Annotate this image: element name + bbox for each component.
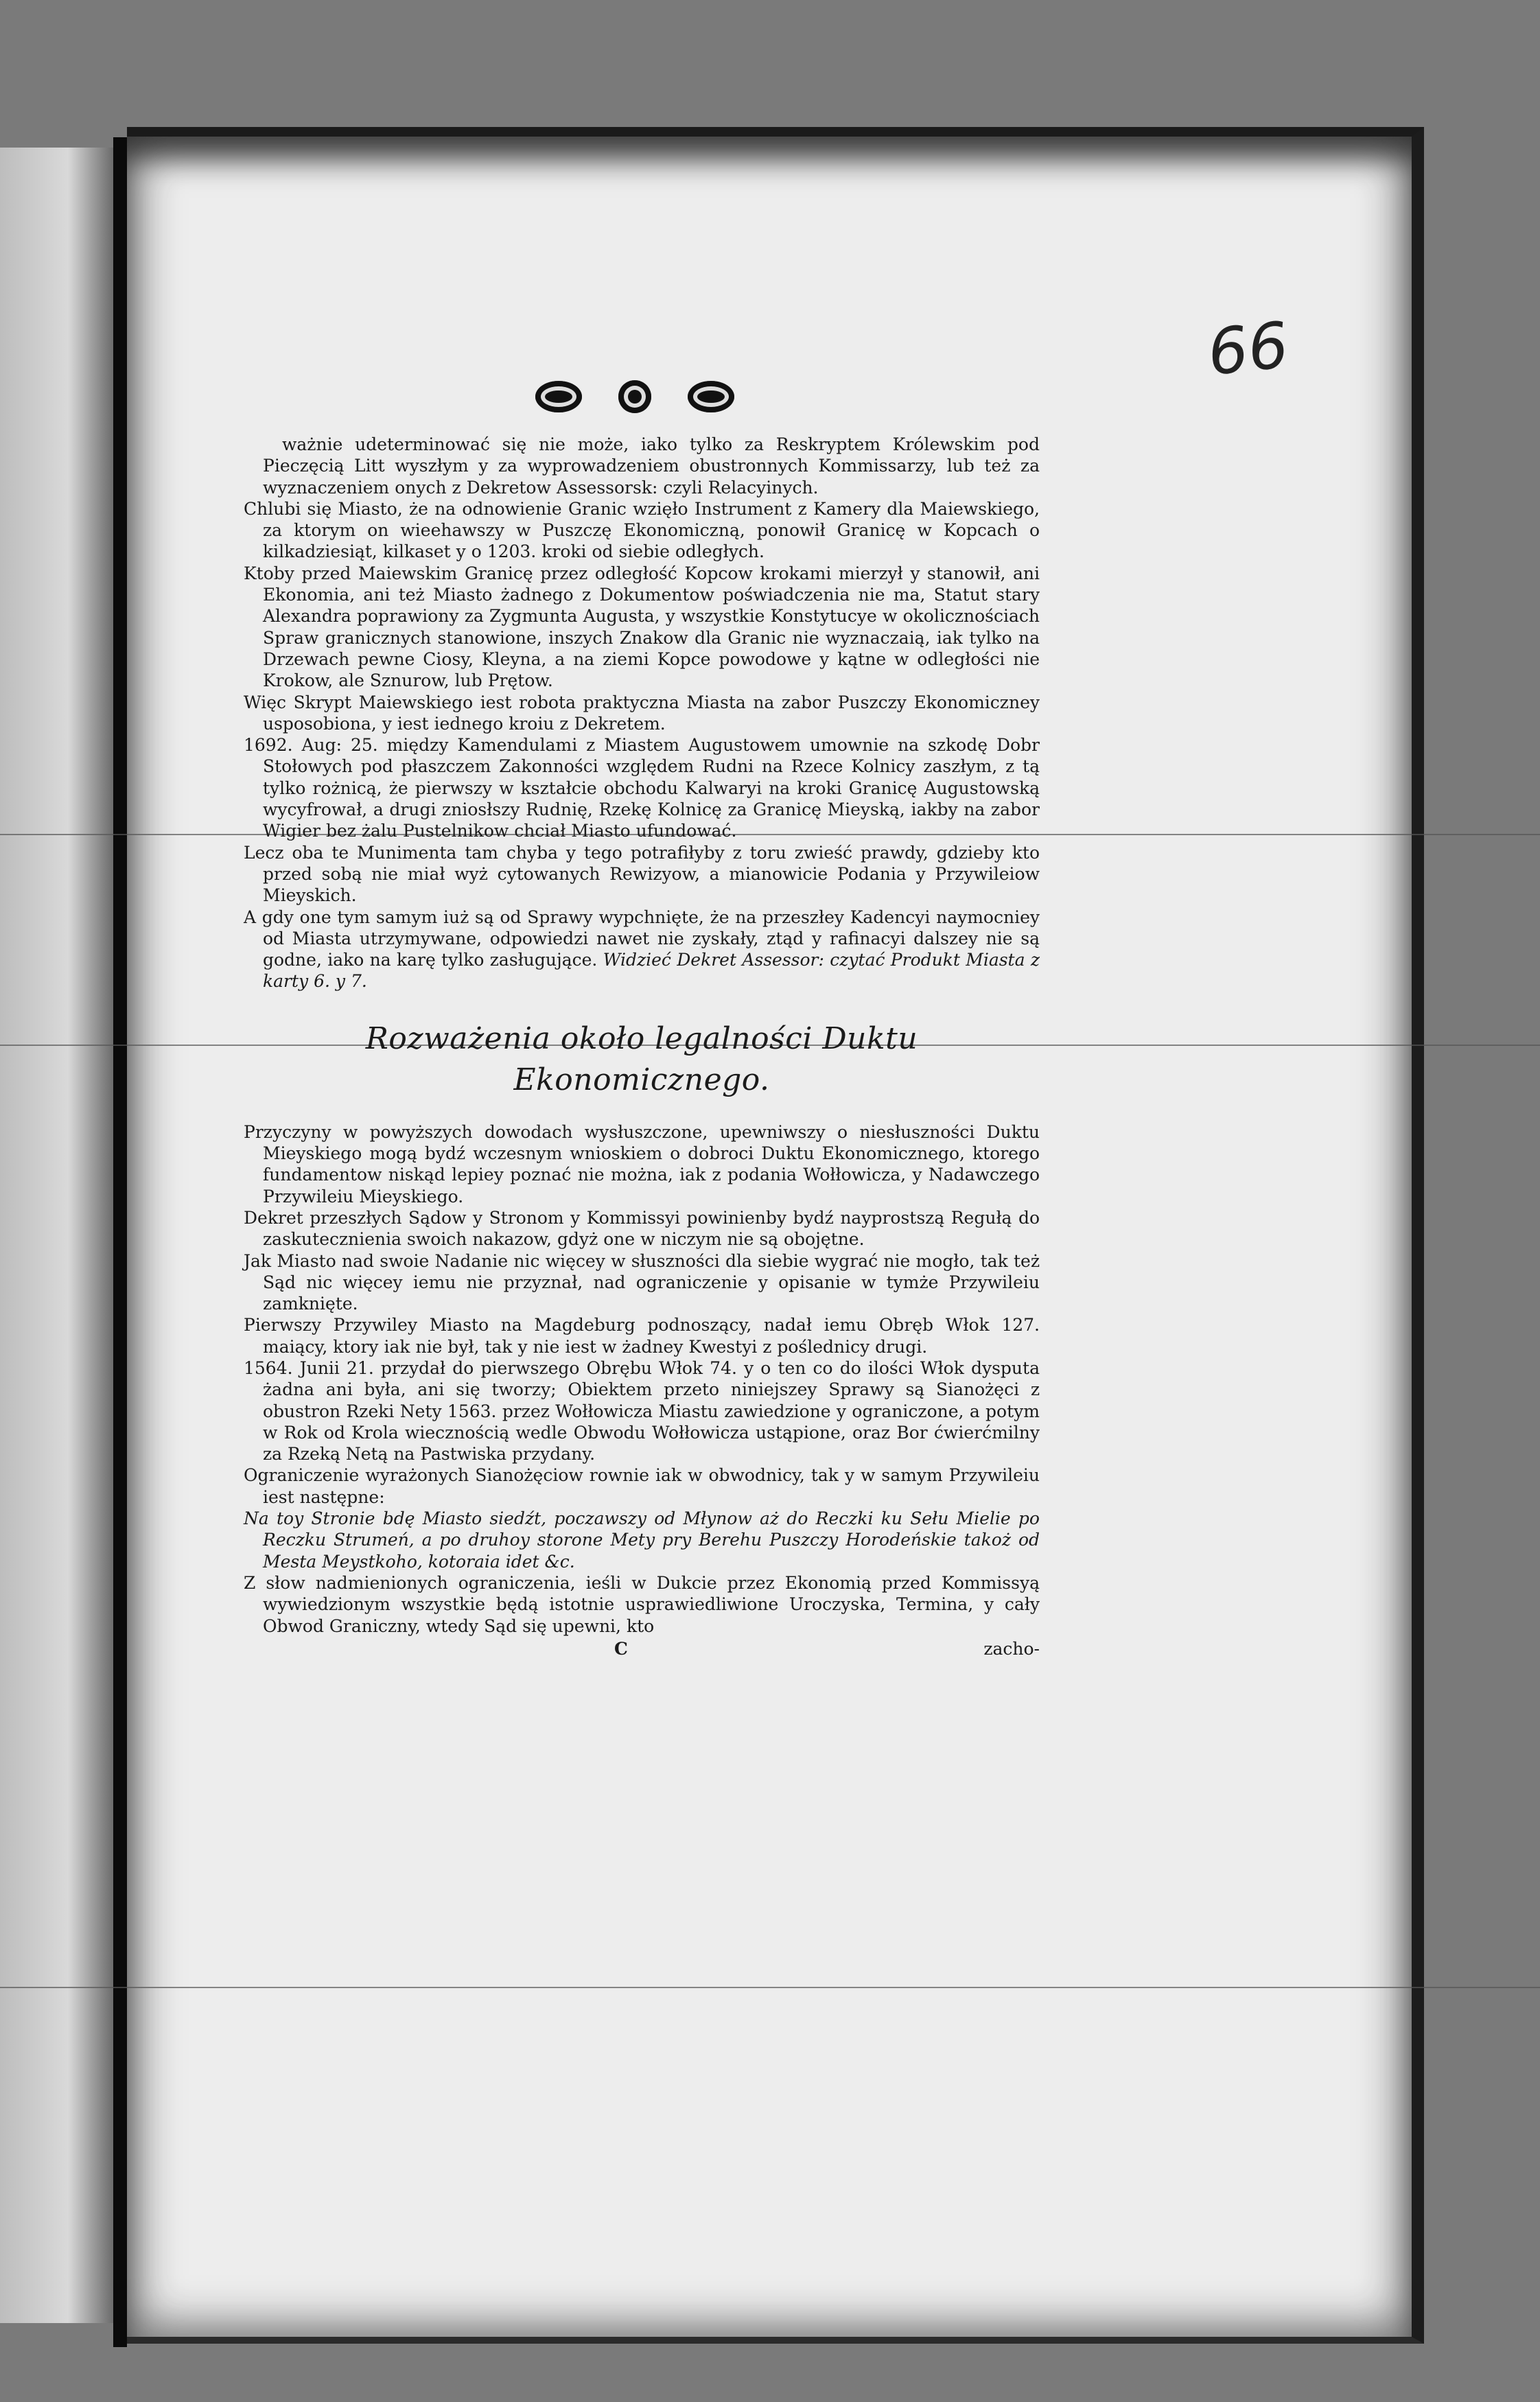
page-footer bbox=[244, 1638, 1040, 1659]
reference-note: Widzieć Dekret Assessor: czytać Produkt Miasta z karty 6. y 7. bbox=[263, 950, 1040, 992]
paragraph: Jak Miasto nad swoie Nadanie nic więcey w słuszności dla siebie wygrać nie mogło, tak też Sąd nic więcey iemu nie przyznał, nad ograniczenie y opisanie w tymże Przywileiu zamknięte. bbox=[244, 1250, 1040, 1314]
section-heading: Rozważenia około legalności Duktu Ekonomicznego. bbox=[365, 1021, 918, 1097]
paragraph: Ktoby przed Maiewskim Granicę przez odległość Kopcow krokami mierzył y stanowił, ani Ekonomia, ani też Miasto żadnego z Dokumentow poświadczenia nie ma, Statut stary Alexandra poprawiony za Zygmunta Augusta, y wszystkie Konstytucye w okolicznościach Spraw granicznych stanowione, inszych Znakow dla Granic nie wyznaczaią, iak tylko na Drzewach pewne Ciosy, Kleyna, a na ziemi Kopce powodowe y kątne w odległości nie Krokow, ale Sznurow, lub Prętow. bbox=[244, 563, 1040, 691]
body-text bbox=[244, 434, 1040, 1659]
paragraph: Więc Skrypt Maiewskiego iest robota praktyczna Miasta na zabor Puszczy Ekonomiczney usposobiona, y iest iednego kroiu z Dekretem. bbox=[244, 692, 1040, 734]
facing-page-edge bbox=[0, 148, 124, 2323]
header-ornament bbox=[535, 376, 734, 417]
ornament-center-icon bbox=[618, 380, 651, 413]
paragraph: Ograniczenie wyrażonych Sianożęciow rownie iak w obwodnicy, tak y w samym Przywileiu iest następne: bbox=[244, 1465, 1040, 1507]
scan-artifact-line bbox=[0, 1987, 1540, 1988]
paragraph: Chlubi się Miasto, że na odnowienie Granic wzięło Instrument z Kamery dla Maiewskiego, za ktorym on wieehawszy w Puszczę Ekonomiczną, ponowił Granicę w Kopcach o kilkadziesiąt, kilkaset y o 1203. kroki od siebie odległych. bbox=[244, 498, 1040, 562]
catchword: zacho- bbox=[983, 1638, 1040, 1659]
paragraph: 1692. Aug: 25. między Kamendulami z Miastem Augustowem umownie na szkodę Dobr Stołowych pod płaszczem Zakonności względem Rudni na Rzece Kolnicy zaszłym, z tą tylko rożnicą, że pierwszy w kształcie obchodu Kalwaryi na kroki Granicę Augustowską wycyfrował, a drugi zniosłszy Rudnię, Rzekę Kolnicę za Granicę Mieyską, iakby na zabor Wigier bez żalu Pustelnikow chciał Miasto ufundować. bbox=[244, 735, 1040, 841]
paragraph: Przyczyny w powyższych dowodach wysłuszczone, upewniwszy o niesłuszności Duktu Mieyskiego mogą bydź wczesnym wnioskiem o dobroci Duktu Ekonomicznego, ktorego fundamentow niskąd lepiey poznać nie można, iak z podania Wołłowicza, y Nadawczego Przywileiu Mieyskiego. bbox=[244, 1121, 1040, 1206]
paragraph: Pierwszy Przywiley Miasto na Magdeburg podnoszący, nadał iemu Obręb Włok 127. maiący, ktory iak nie był, tak y nie iest w żadney Kwestyi z poślednicy drugi. bbox=[244, 1315, 1040, 1357]
paragraph: Lecz oba te Munimenta tam chyba y tego potrafiłyby z toru zwieść prawdy, gdzieby kto przed sobą nie miał wyż cytowanych Rewizyow, a mianowicie Podania y Przywileiow Mieyskich. bbox=[244, 842, 1040, 906]
paragraph: Dekret przeszłych Sądow y Stronom y Kommissyi powinienby bydź nayprostszą Regułą do zaskutecznienia swoich nakazow, gdyż one w niczym nie są obojętne. bbox=[244, 1207, 1040, 1250]
paragraph-text: A gdy one tym samym iuż są od Sprawy wypchnięte, że na przeszłey Kadencyi naymocniey od Miasta utrzymywane, odpowiedzi nawet nie zyskały, ztąd y rafinacyi dalszey nie są godne, iako na karę tylko zasługujące. bbox=[244, 907, 1040, 970]
ornament-right-icon bbox=[688, 381, 734, 412]
paragraph bbox=[244, 907, 1040, 992]
folio-number: 66 bbox=[1204, 308, 1292, 390]
paragraph: 1564. Junii 21. przydał do pierwszego Obrębu Włok 74. y o ten co do ilości Włok dysputa żadna ani była, ani się tworzy; Obiektem przeto niniejszey Sprawy są Sianożęci z obustron Rzeki Nety 1563. przez Wołłowicza Miastu zawiedzione y ograniczone, a potym w Rok od Krola wiecznością wedle Obwodu Wołłowicza ustąpione, oraz Bor ćwierćmilny za Rzeką Netą na Pastwiska przydany. bbox=[244, 1357, 1040, 1465]
paragraph: ważnie udeterminować się nie może, iako tylko za Reskryptem Królewskim pod Pieczęcią Litt wyszłym y za wyprowadzeniem obustronnych Kommissarzy, lub też za wyznaczeniem onych z Dekretow Assessorsk: czyli Relacyinych. bbox=[263, 434, 1040, 498]
signature-mark: C bbox=[614, 1638, 628, 1659]
binding-gutter bbox=[113, 137, 127, 2347]
quoted-privilege: Na toy Stronie bdę Miasto siedźt, poczawszy od Młynow aż do Reczki ku Sełu Mielie po Reczku Strumeń, a po druhoy storone Mety pry Berehu Puszczy Horodeńskie takoż od Mesta Meystkoho, kotoraia idet &c. bbox=[244, 1508, 1040, 1572]
ornament-left-icon bbox=[535, 381, 582, 412]
paragraph: Z słow nadmienionych ograniczenia, ieśli w Dukcie przez Ekonomią przed Kommissyą wywiedzionym wszystkie będą istotnie usprawiedliwione Uroczyska, Termina, y cały Obwod Graniczny, wtedy Sąd się upewni, kto bbox=[244, 1572, 1040, 1636]
